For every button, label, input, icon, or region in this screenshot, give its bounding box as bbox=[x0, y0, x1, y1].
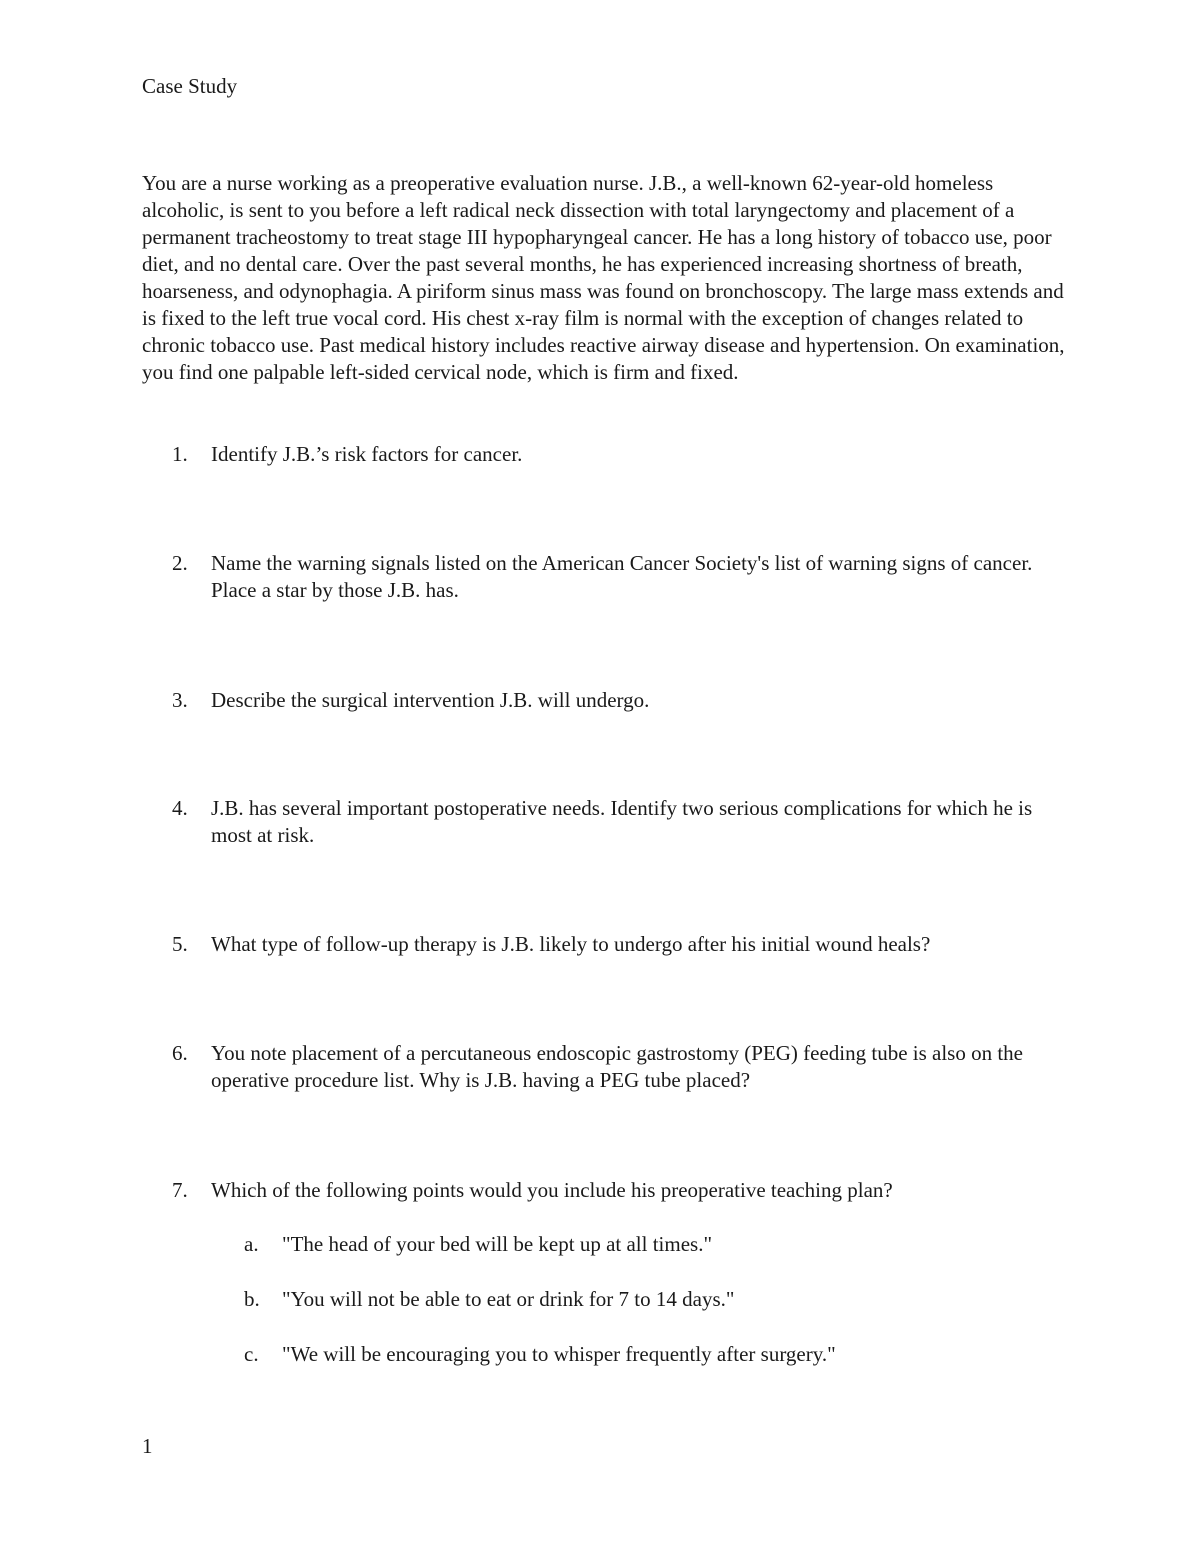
question-text: Which of the following points would you include his preoperative teaching plan? bbox=[211, 1178, 893, 1202]
question-5 bbox=[172, 931, 1052, 958]
question-text: Name the warning signals listed on the American Cancer Society's list of warning signs of cancer. Place a star by those J.B. has. bbox=[211, 551, 1033, 602]
question-number: 4. bbox=[172, 796, 188, 820]
question-number: 7. bbox=[172, 1178, 188, 1202]
question-number: 3. bbox=[172, 688, 188, 712]
document-title: Case Study bbox=[142, 74, 238, 98]
question-2 bbox=[172, 550, 1052, 604]
option-text: "You will not be able to eat or drink for 7 to 14 days." bbox=[282, 1287, 735, 1311]
question-text: Describe the surgical intervention J.B. will undergo. bbox=[211, 688, 650, 712]
question-3 bbox=[172, 687, 1052, 714]
option-letter: c. bbox=[244, 1342, 259, 1366]
question-text: What type of follow-up therapy is J.B. likely to undergo after his initial wound heals? bbox=[211, 932, 931, 956]
question-number: 5. bbox=[172, 932, 188, 956]
question-6 bbox=[172, 1040, 1052, 1094]
option-letter: a. bbox=[244, 1232, 259, 1256]
option-c bbox=[244, 1341, 1044, 1368]
page-number: 1 bbox=[142, 1434, 153, 1458]
option-text: "We will be encouraging you to whisper frequently after surgery." bbox=[282, 1342, 836, 1366]
option-letter: b. bbox=[244, 1287, 260, 1311]
question-number: 2. bbox=[172, 551, 188, 575]
question-number: 6. bbox=[172, 1041, 188, 1065]
question-text: Identify J.B.’s risk factors for cancer. bbox=[211, 442, 523, 466]
question-number: 1. bbox=[172, 442, 188, 466]
question-1 bbox=[172, 441, 1052, 468]
question-text: You note placement of a percutaneous endoscopic gastrostomy (PEG) feeding tube is also on the operative procedure list. Why is J.B. having a PEG tube placed? bbox=[211, 1041, 1024, 1092]
question-text: J.B. has several important postoperative needs. Identify two serious complications for which he is most at risk. bbox=[211, 796, 1033, 847]
case-intro-paragraph: You are a nurse working as a preoperative evaluation nurse. J.B., a well-known 62-year-old homeless alcoholic, is sent to you before a left radical neck dissection with total laryngectomy and placement of a permanent tracheostomy to treat stage III hypopharyngeal cancer. He has a long history of tobacco use, poor diet, and no dental care. Over the past several months, he has experienced increasing shortness of breath, hoarseness, and odynophagia. A piriform sinus mass was found on bronchoscopy. The large mass extends and is fixed to the left true vocal cord. His chest x-ray film is normal with the exception of changes related to chronic tobacco use. Past medical history includes reactive airway disease and hypertension. On examination, you find one palpable left-sided cervical node, which is firm and fixed. bbox=[142, 171, 1065, 384]
question-7 bbox=[172, 1177, 1052, 1204]
option-b bbox=[244, 1286, 1044, 1313]
option-text: "The head of your bed will be kept up at all times." bbox=[282, 1232, 713, 1256]
option-a bbox=[244, 1231, 1044, 1258]
question-4 bbox=[172, 795, 1052, 849]
